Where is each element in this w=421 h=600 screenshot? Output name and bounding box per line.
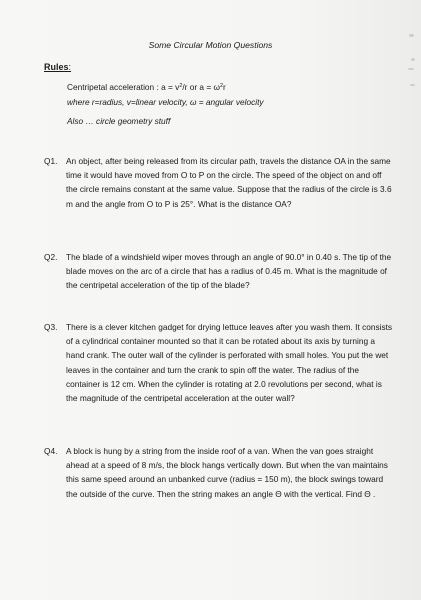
rule-centripetal-formula: Centripetal acceleration : $a = v^2/r$ or $a = \omega^2r$ xyxy=(67,82,226,92)
edge-smudge xyxy=(408,68,414,70)
edge-smudge xyxy=(410,84,415,86)
rules-heading-colon: : xyxy=(68,62,72,72)
question-text: An object, after being released from its circular path, travels the distance OA in the same time it would have moved from O to P on the circle. The speed of the object on and off the circle remains constant at the same value. Suppose that the radius of the circle is 3.6 m and the angle from O to P is 25°. What is the distance OA? xyxy=(66,156,392,209)
question-4 xyxy=(44,444,394,501)
edge-smudge xyxy=(411,58,415,61)
rules-heading-text: Rules xyxy=(44,62,69,72)
rule-variable-definitions: where r=radius, v=linear velocity, ω = angular velocity xyxy=(67,97,264,107)
document-title: Some Circular Motion Questions xyxy=(148,40,273,50)
question-number: Q3. xyxy=(44,322,58,332)
question-text: There is a clever kitchen gadget for drying lettuce leaves after you wash them. It consists of a cylindrical container mounted so that it can be rotated about its axis by turning a hand crank. The outer wall of the cylinder is perforated with small holes. You put the wet leaves in the container and turn the crank to spin off the water. The radius of the container is 12 cm. When the cylinder is rotating at 2.0 revolutions per second, what is the magnitude of the centripetal acceleration at the outer wall? xyxy=(66,322,393,404)
question-1 xyxy=(44,154,394,211)
question-2 xyxy=(44,250,394,293)
rules-heading xyxy=(44,62,71,72)
edge-smudge xyxy=(409,34,414,37)
question-text: The blade of a windshield wiper moves through an angle of 90.0° in 0.40 s. The tip of the blade moves on the arc of a circle that has a radius of 0.45 m. What is the magnitude of the centripetal acceleration of the tip of the blade? xyxy=(66,252,392,291)
question-number: Q1. xyxy=(44,156,58,166)
question-number: Q4. xyxy=(44,446,58,456)
question-3 xyxy=(44,320,394,405)
question-number: Q2. xyxy=(44,252,58,262)
rule-geometry-note: Also … circle geometry stuff xyxy=(67,116,171,126)
question-text: A block is hung by a string from the inside roof of a van. When the van goes straight ahead at a speed of 8 m/s, the block hangs vertically down. But when the van maintains this same speed around an unbanked curve (radius = 150 m), the block swings toward the outside of the curve. Then the string makes an angle Θ with the vertical. Find Θ . xyxy=(66,446,388,499)
